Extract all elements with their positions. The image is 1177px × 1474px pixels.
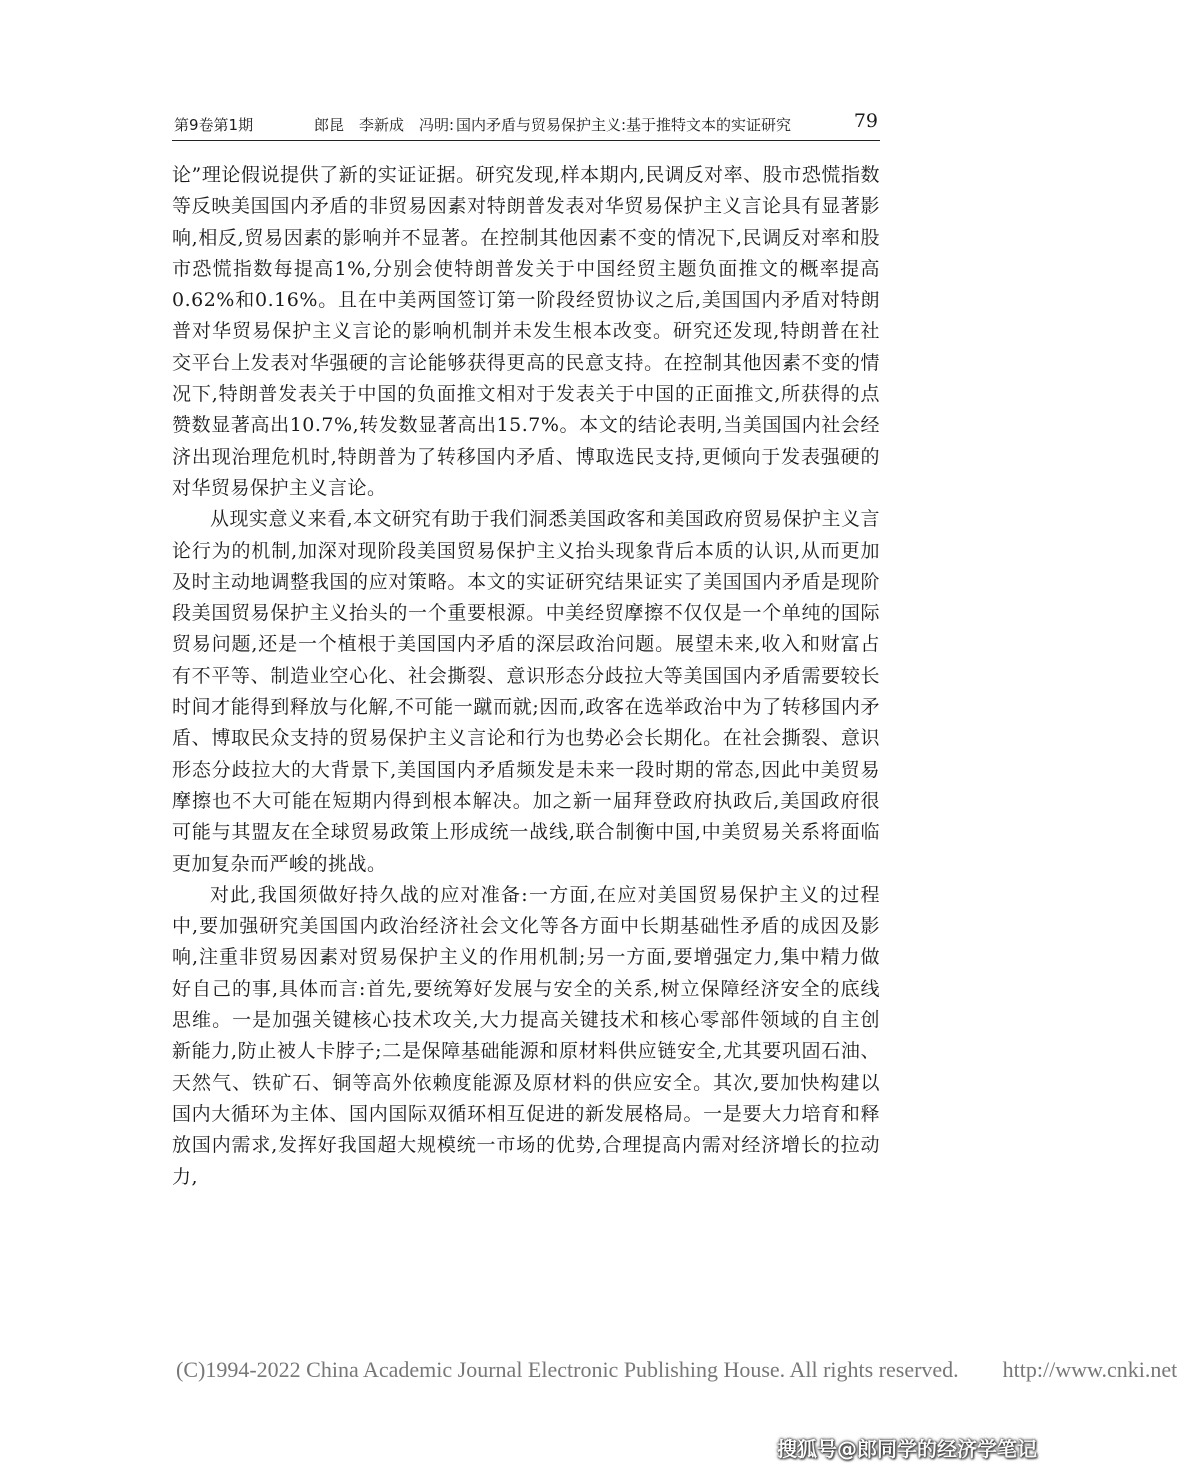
journal-issue: 第9卷第1期	[174, 116, 254, 134]
paragraph-2: 从现实意义来看,本文研究有助于我们洞悉美国政客和美国政府贸易保护主义言论行为的机制,加深对现阶段美国贸易保护主义抬头现象背后本质的认识,从而更加及时主动地调整我国的应对策略。本文的实证研究结果证实了美国国内矛盾是现阶段美国贸易保护主义抬头的一个重要根源。中美经贸摩擦不仅仅是一个单纯的国际贸易问题,还是一个植根于美国国内矛盾的深层政治问题。展望未来,收入和财富占有不平等、制造业空心化、社会撕裂、意识形态分歧拉大等美国国内矛盾需要较长时间才能得到释放与化解,不可能一蹴而就;因而,政客在选举政治中为了转移国内矛盾、博取民众支持的贸易保护主义言论和行为也势必会长期化。在社会撕裂、意识形态分歧拉大的大背景下,美国国内矛盾频发是未来一段时期的常态,因此中美贸易摩擦也不大可能在短期内得到根本解决。加之新一届拜登政府执政后,美国政府很可能与其盟友在全球贸易政策上形成统一战线,联合制衡中国,中美贸易关系将面临更加复杂而严峻的挑战。	[172, 508, 880, 875]
page-number: 79	[853, 110, 878, 132]
copyright-footer: (C)1994-2022 China Academic Journal Electronic Publishing House. All rights reserved. http://www.cnki.net	[176, 1357, 1177, 1382]
header-article-title: 国内矛盾与贸易保护主义:基于推特文本的实证研究	[456, 116, 792, 134]
paragraph-1: 论”理论假说提供了新的实证证据。研究发现,样本期内,民调反对率、股市恐慌指数等反映美国国内矛盾的非贸易因素对特朗普发表对华贸易保护主义言论具有显著影响,相反,贸易因素的影响并不显著。在控制其他因素不变的情况下,民调反对率和股市恐慌指数每提高1%,分别会使特朗普发关于中国经贸主题负面推文的概率提高0.62%和0.16%。且在中美两国签订第一阶段经贸协议之后,美国国内矛盾对特朗普对华贸易保护主义言论的影响机制并未发生根本改变。研究还发现,特朗普在社交平台上发表对华强硬的言论能够获得更高的民意支持。在控制其他因素不变的情况下,特朗普发表关于中国的负面推文相对于发表关于中国的正面推文,所获得的点赞数显著高出10.7%,转发数显著高出15.7%。本文的结论表明,当美国国内社会经济出现治理危机时,特朗普为了转移国内矛盾、博取选民支持,更倾向于发表强硬的对华贸易保护主义言论。	[172, 164, 880, 499]
paragraph-3: 对此,我国须做好持久战的应对准备:一方面,在应对美国贸易保护主义的过程中,要加强研究美国国内政治经济社会文化等各方面中长期基础性矛盾的成因及影响,注重非贸易因素对贸易保护主义的作用机制;另一方面,要增强定力,集中精力做好自己的事,具体而言:首先,要统筹好发展与安全的关系,树立保障经济安全的底线思维。一是加强关键核心技术攻关,大力提高关键技术和核心零部件领域的自主创新能力,防止被人卡脖子;二是保障基础能源和原材料供应链安全,尤其要巩固石油、天然气、铁矿石、铜等高外依赖度能源及原材料的供应安全。其次,要加快构建以国内大循环为主体、国内国际双循环相互促进的新发展格局。一是要大力培育和释放国内需求,发挥好我国超大规模统一市场的优势,合理提高内需对经济增长的拉动力,	[172, 883, 880, 1188]
sohu-watermark: 搜狐号@郎同学的经济学笔记	[777, 1437, 1037, 1461]
article-body	[172, 160, 880, 1193]
running-header	[172, 108, 880, 141]
header-authors: 郎昆 李新成 冯明:	[314, 116, 455, 134]
